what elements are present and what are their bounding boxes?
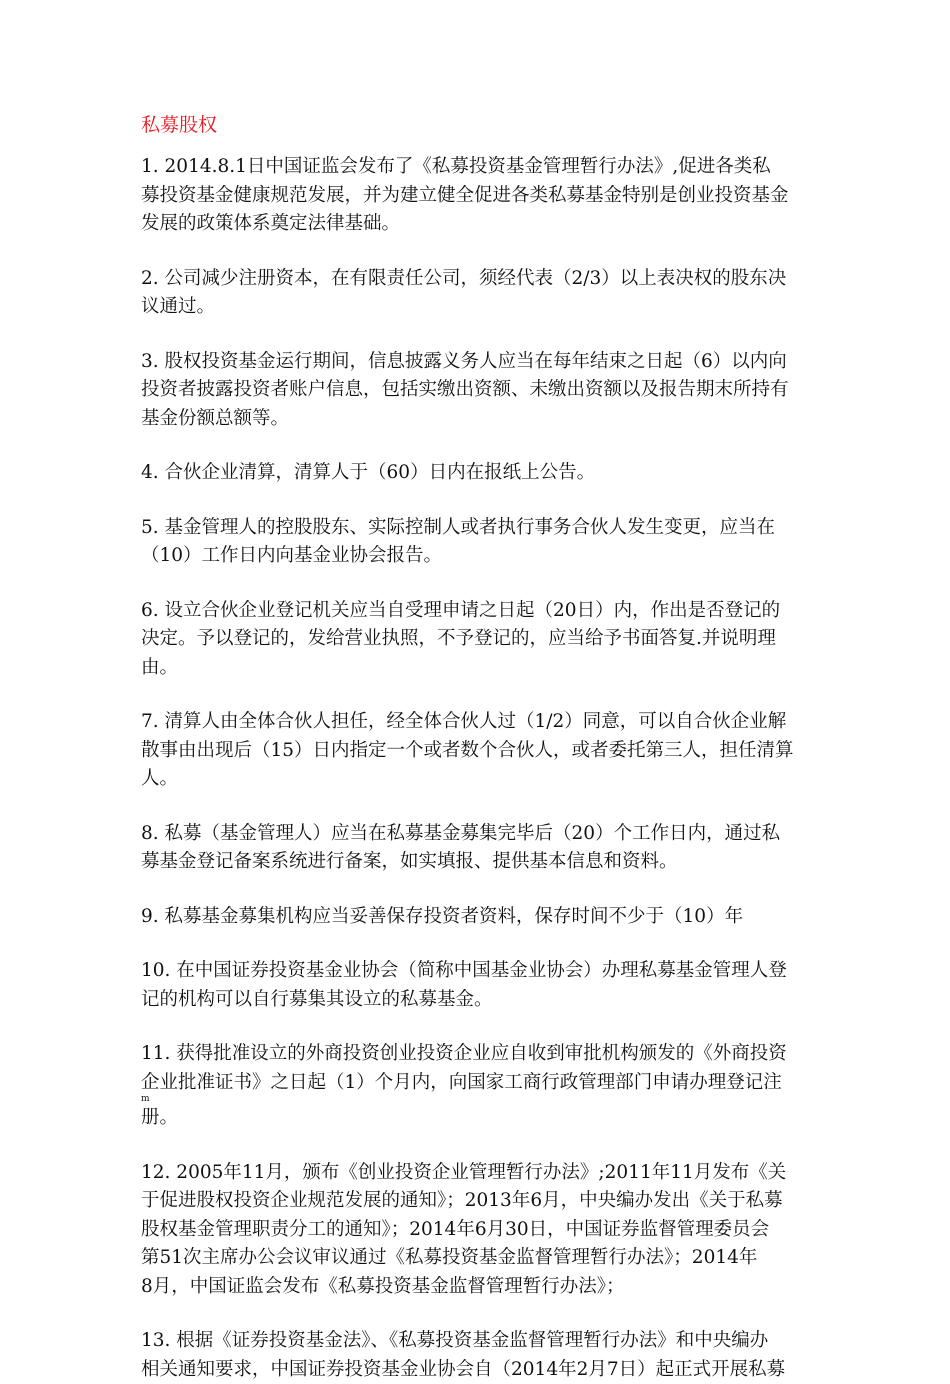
item-line: 3. 股权投资基金运行期间，信息披露义务人应当在每年结束之日起（6）以内向 xyxy=(141,348,813,377)
item-line: 2. 公司减少注册资本，在有限责任公司，须经代表（2/3）以上表决权的股东决 xyxy=(141,265,813,294)
document-title: 私募股权 xyxy=(141,111,813,139)
item-line: 于促进股权投资企业规范发展的通知》；2013年6月，中央编办发出《关于私募 xyxy=(141,1187,813,1216)
item-line: 7. 清算人由全体合伙人担任，经全体合伙人过（1/2）同意，可以自合伙企业解 xyxy=(141,708,813,737)
item-line: （10）工作日内向基金业协会报告。 xyxy=(141,542,813,571)
item-line: 募基金登记备案系统进行备案，如实填报、提供基本信息和资料。 xyxy=(141,848,813,877)
item-line: 股权基金管理职责分工的通知》；2014年6月30日，中国证券监督管理委员会 xyxy=(141,1216,813,1245)
item-line: 募投资基金健康规范发展，并为建立健全促进各类私募基金特别是创业投资基金 xyxy=(141,182,813,211)
list-item-6 xyxy=(141,597,813,683)
list-item-10 xyxy=(141,957,813,1014)
item-line: 投资者披露投资者账户信息，包括实缴出资额、未缴出资额以及报告期末所持有 xyxy=(141,376,813,405)
item-line: 8月，中国证监会发布《私募投资基金监督管理暂行办法》； xyxy=(141,1273,813,1302)
item-line: 1. 2014.8.1日中国证监会发布了《私募投资基金管理暂行办法》,促进各类私 xyxy=(141,153,813,182)
stray-mark: m xyxy=(141,1095,813,1104)
list-item-8 xyxy=(141,820,813,877)
item-line: 人。 xyxy=(141,765,813,794)
item-line: 12. 2005年11月，颁布《创业投资企业管理暂行办法》;2011年11月发布《关 xyxy=(141,1159,813,1188)
item-line: 第51次主席办公会议审议通过《私募投资基金监督管理暂行办法》；2014年 xyxy=(141,1244,813,1273)
item-line: 10. 在中国证券投资基金业协会（简称中国基金业协会）办理私募基金管理人登 xyxy=(141,957,813,986)
item-line: 发展的政策体系奠定法律基础。 xyxy=(141,210,813,239)
list-item-5 xyxy=(141,514,813,571)
item-line: 11. 获得批准设立的外商投资创业投资企业应自收到审批机构颁发的《外商投资 xyxy=(141,1040,813,1069)
item-line: 基金份额总额等。 xyxy=(141,405,813,434)
list-item-4 xyxy=(141,459,813,488)
list-item-13 xyxy=(141,1327,813,1384)
list-item-11 xyxy=(141,1040,813,1133)
item-line: 由。 xyxy=(141,654,813,683)
list-item-3 xyxy=(141,348,813,434)
item-line: 相关通知要求，中国证券投资基金业协会自（2014年2月7日）起正式开展私募 xyxy=(141,1356,813,1384)
item-line: 8. 私募（基金管理人）应当在私募基金募集完毕后（20）个工作日内，通过私 xyxy=(141,820,813,849)
item-line: 13. 根据《证券投资基金法》、《私募投资基金监督管理暂行办法》和中央编办 xyxy=(141,1327,813,1356)
item-line: 5. 基金管理人的控股股东、实际控制人或者执行事务合伙人发生变更，应当在 xyxy=(141,514,813,543)
item-line: 4. 合伙企业清算，清算人于（60）日内在报纸上公告。 xyxy=(141,459,813,488)
list-item-1 xyxy=(141,153,813,239)
list-item-12 xyxy=(141,1159,813,1302)
list-item-9 xyxy=(141,903,813,932)
item-line: 议通过。 xyxy=(141,293,813,322)
item-line: 企业批准证书》之日起（1）个月内，向国家工商行政管理部门申请办理登记注 xyxy=(141,1069,813,1098)
item-line: 6. 设立合伙企业登记机关应当自受理申请之日起（20日）内，作出是否登记的 xyxy=(141,597,813,626)
item-line: 册。 xyxy=(141,1104,813,1133)
item-line: 记的机构可以自行募集其设立的私募基金。 xyxy=(141,986,813,1015)
item-line: 决定。予以登记的，发给营业执照，不予登记的，应当给予书面答复.并说明理 xyxy=(141,625,813,654)
list-item-2 xyxy=(141,265,813,322)
item-line: 散事由出现后（15）日内指定一个或者数个合伙人，或者委托第三人，担任清算 xyxy=(141,737,813,766)
list-item-7 xyxy=(141,708,813,794)
document-page xyxy=(141,111,813,1384)
item-line: 9. 私募基金募集机构应当妥善保存投资者资料，保存时间不少于（10）年 xyxy=(141,903,813,932)
